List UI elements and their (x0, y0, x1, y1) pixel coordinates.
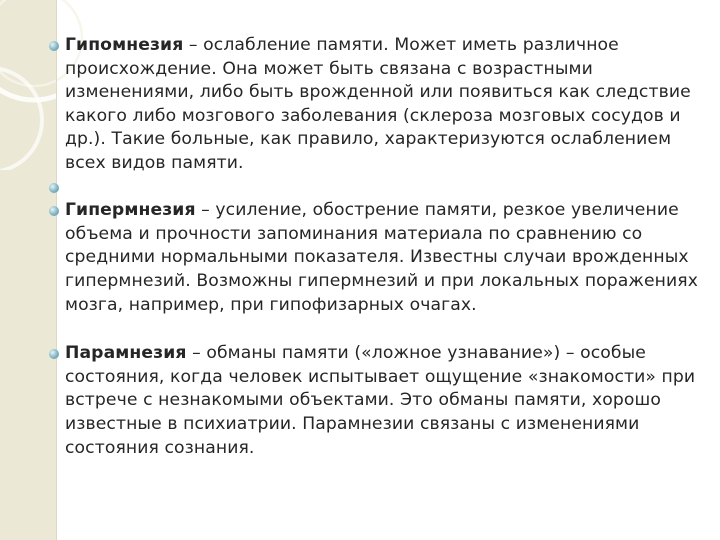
bullet-icon (49, 183, 59, 193)
term-definition: – обманы памяти («ложное узнавание») – особые состояния, когда человек испытывает ощущение «знакомости» при встрече с незнакомыми объектами. Это обманы памяти, хорошо известные в психиатрии. Парамнезии связаны с изменениями состояния сознания. (65, 343, 696, 458)
term-label: Гипомнезия (65, 35, 184, 55)
bullet-icon (49, 206, 59, 216)
slide-content (48, 34, 698, 460)
list-item-hypermnesia (48, 199, 698, 317)
bullet-icon (49, 349, 59, 359)
term-definition: – усиление, обострение памяти, резкое увеличение объема и прочности запоминания материала по сравнению со средними нормальными показателя. Известны случаи врожденных гипермнезий. Возможны гипермнезий и при локальных поражениях мозга, например, при гипофизарных очагах. (65, 200, 698, 315)
term-label: Парамнезия (65, 343, 187, 364)
term-definition: – ослабление памяти. Может иметь различное происхождение. Она может быть связана с возрастными изменениями, либо быть врожденной или появиться как следствие какого либо мозгового заболевания (склероза мозговых сосудов и др.). Такие больные, как правило, характеризуются ослаблением всех видов памяти. (65, 35, 691, 173)
list-item-hypomnesia (48, 34, 698, 176)
list-item-paramnesia (48, 342, 698, 460)
bullet-icon (49, 41, 59, 51)
list-item-empty (48, 176, 698, 200)
term-label: Гипермнезия (65, 200, 196, 221)
